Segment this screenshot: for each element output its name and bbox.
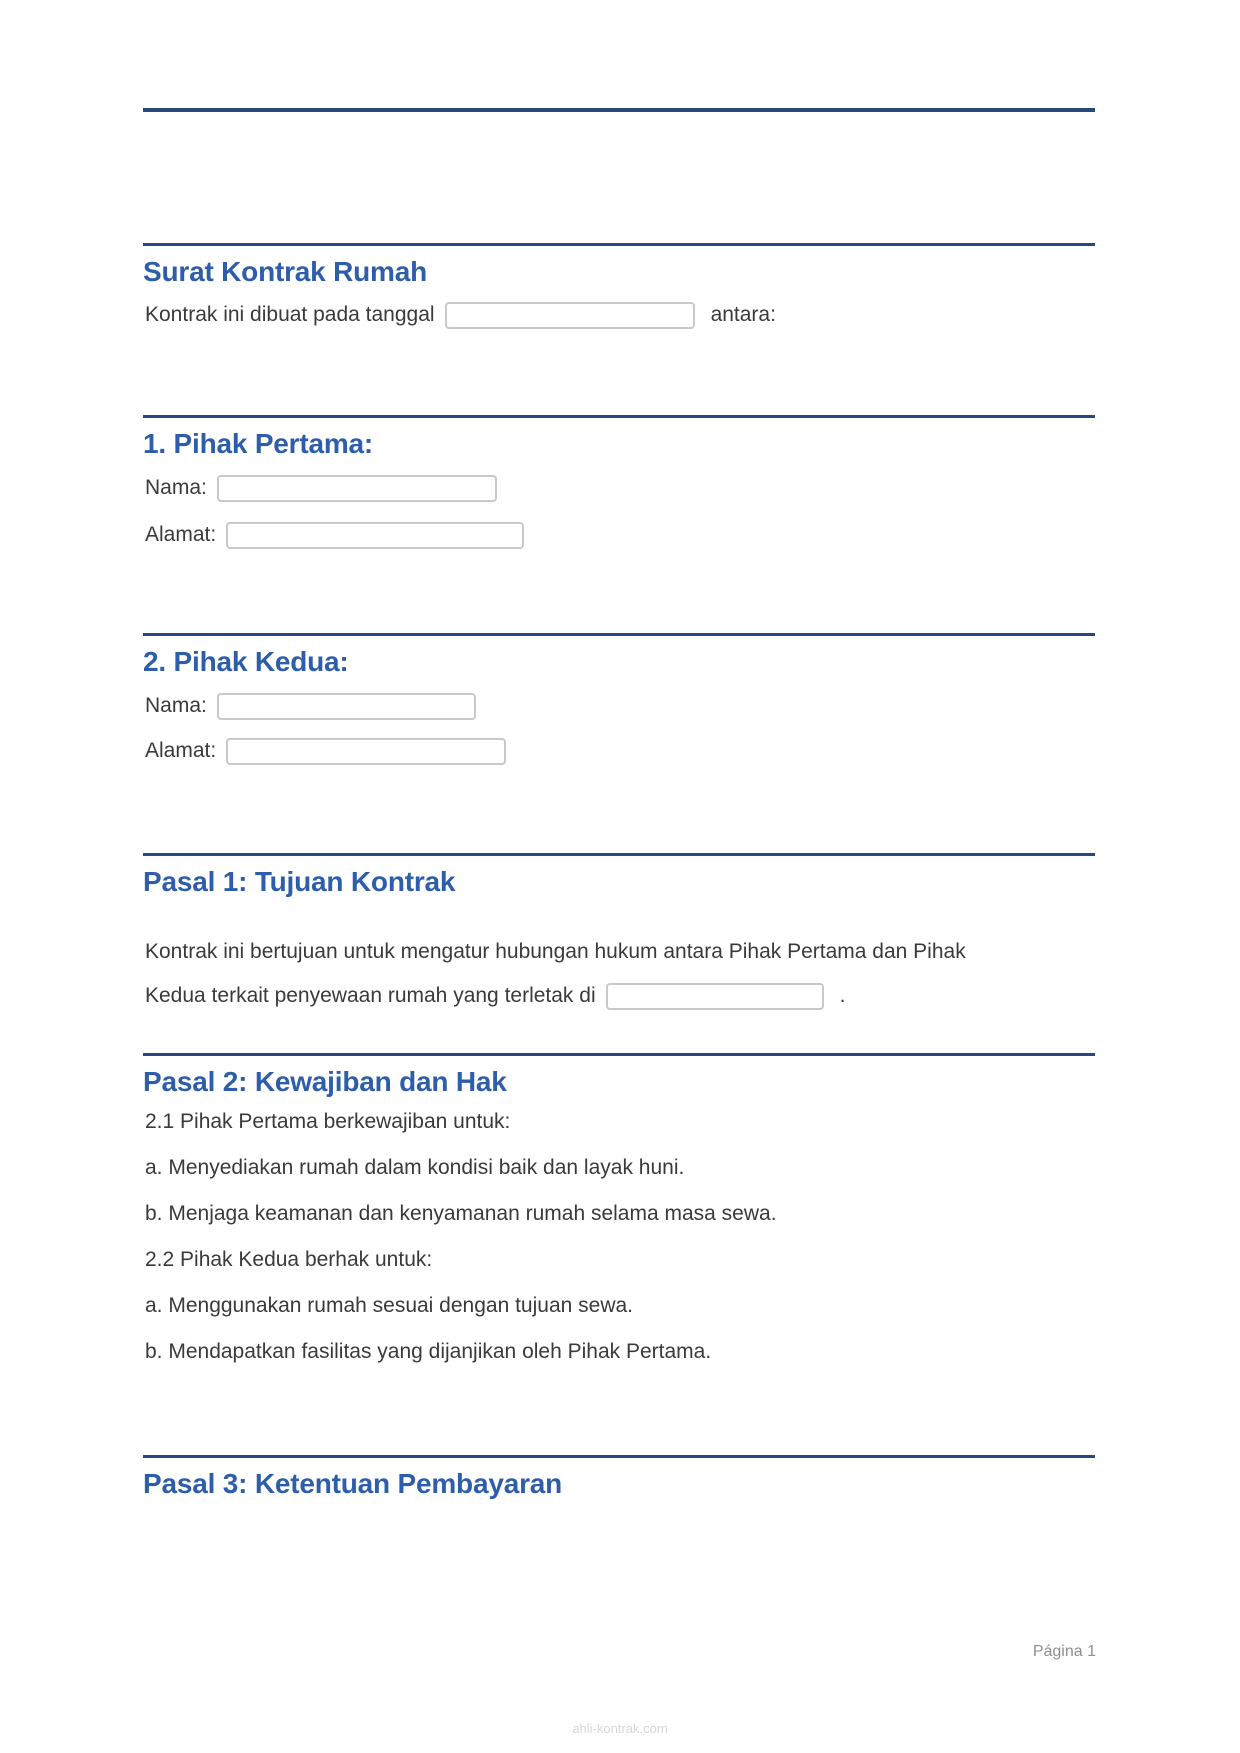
party-two-alamat-input[interactable] bbox=[226, 738, 506, 765]
pasal2-clause: b. Menjaga keamanan dan kenyamanan rumah selama masa sewa. bbox=[145, 1202, 777, 1225]
pasal2-clause: b. Mendapatkan fasilitas yang dijanjikan oleh Pihak Pertama. bbox=[145, 1340, 712, 1363]
alamat-label: Alamat: bbox=[145, 739, 217, 762]
pasal2-clause: a. Menggunakan rumah sesuai dengan tujuan sewa. bbox=[145, 1294, 634, 1317]
section-divider bbox=[143, 853, 1095, 856]
pasal2-clause: 2.2 Pihak Kedua berhak untuk: bbox=[145, 1248, 433, 1271]
section-divider bbox=[143, 1053, 1095, 1056]
nama-label: Nama: bbox=[145, 694, 207, 717]
intro-text-after: antara: bbox=[710, 303, 776, 326]
nama-label: Nama: bbox=[145, 476, 207, 499]
party-one-alamat-input[interactable] bbox=[226, 522, 524, 549]
party-one-alamat-row bbox=[145, 521, 524, 549]
pasal1-body-line2 bbox=[145, 980, 845, 1012]
top-rule bbox=[143, 108, 1095, 112]
party-two-alamat-row bbox=[145, 737, 506, 765]
party-one-nama-row bbox=[145, 474, 497, 502]
party-two-nama-row bbox=[145, 692, 476, 720]
party-one-nama-input[interactable] bbox=[217, 475, 497, 502]
pasal2-heading: Pasal 2: Kewajiban dan Hak bbox=[143, 1066, 507, 1097]
date-input[interactable] bbox=[445, 302, 695, 329]
pasal1-heading: Pasal 1: Tujuan Kontrak bbox=[143, 866, 456, 897]
watermark: ahli-kontrak.com bbox=[572, 1721, 668, 1736]
page-number: Página 1 bbox=[1032, 1643, 1096, 1660]
pasal1-text-after-input: . bbox=[839, 984, 846, 1007]
pasal3-heading: Pasal 3: Ketentuan Pembayaran bbox=[143, 1468, 563, 1499]
section-divider bbox=[143, 243, 1095, 246]
party-one-heading: 1. Pihak Pertama: bbox=[143, 428, 374, 459]
section-divider bbox=[143, 1455, 1095, 1458]
pasal2-clauses bbox=[145, 1108, 777, 1384]
pasal1-text-before-input: Kedua terkait penyewaan rumah yang terletak di bbox=[145, 984, 596, 1007]
alamat-label: Alamat: bbox=[145, 523, 217, 546]
party-two-nama-input[interactable] bbox=[217, 693, 476, 720]
intro-row bbox=[145, 301, 776, 329]
pasal2-clause: 2.1 Pihak Pertama berkewajiban untuk: bbox=[145, 1110, 511, 1133]
pasal2-clause: a. Menyediakan rumah dalam kondisi baik dan layak huni. bbox=[145, 1156, 685, 1179]
page-title: Surat Kontrak Rumah bbox=[143, 256, 428, 287]
section-divider bbox=[143, 633, 1095, 636]
party-two-heading: 2. Pihak Kedua: bbox=[143, 646, 349, 677]
section-divider bbox=[143, 415, 1095, 418]
location-input[interactable] bbox=[606, 983, 824, 1010]
intro-text-before: Kontrak ini dibuat pada tanggal bbox=[145, 303, 435, 326]
pasal1-body-line1: Kontrak ini bertujuan untuk mengatur hubungan hukum antara Pihak Pertama dan Pihak bbox=[145, 940, 966, 963]
